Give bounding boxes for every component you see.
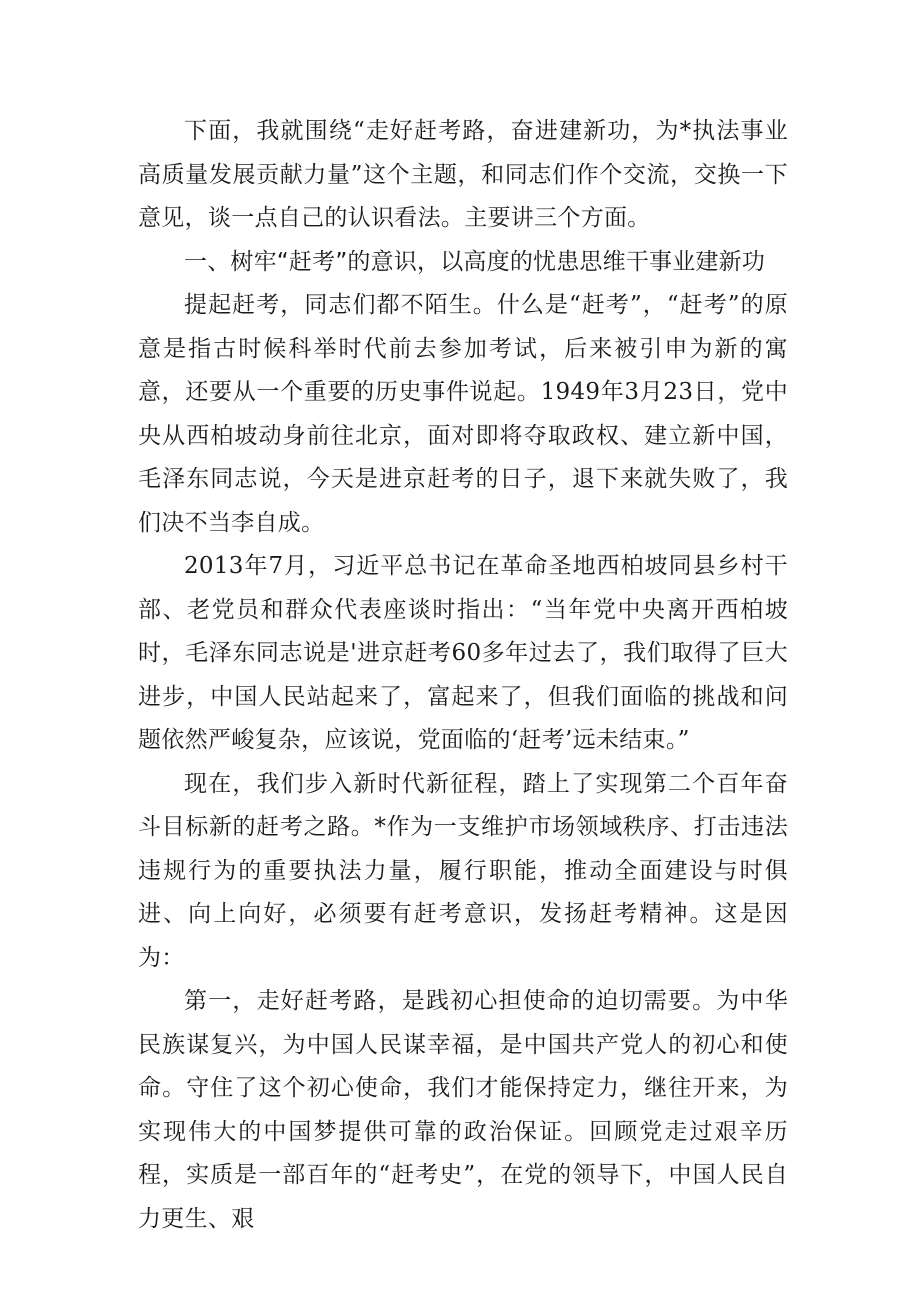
intro-paragraph: 下面，我就围绕“走好赶考路，奋进建新功，为*执法事业高质量发展贡献力量”这个主题，和同志们作个交流，交换一下意见，谈一点自己的认识看法。主要讲三个方面。 [138,118,788,231]
section-heading-1: 一、树牢“赶考”的意识，以高度的忧患思维干事业建新功 [184,248,766,275]
body-paragraph-3: 现在，我们步入新时代新征程，踏上了实现第二个百年奋斗目标新的赶考之路。*作为一支维护市场领域秩序、打击违法违规行为的重要执法力量，履行职能，推动全面建设与时俱进、向上向好，必须要有赶考意识，发扬赶考精神。这是因为： [138,770,788,971]
body-paragraph-2: 2013年7月，习近平总书记在革命圣地西柏坡同县乡村干部、老党员和群众代表座谈时指出：“当年党中央离开西柏坡时，毛泽东同志说是'进京赶考60多年过去了，我们取得了巨大进步，中国人民站起来了，富起来了，但我们面临的挑战和问题依然严峻复杂，应该说，党面临的‘赶考’远未结束。” [138,553,788,753]
body-paragraph-1: 提起赶考，同志们都不陌生。什么是“赶考”，“赶考”的原意是指古时候科举时代前去参加考试，后来被引申为新的寓意，还要从一个重要的历史事件说起。1949年3月23日，党中央从西柏坡动身前往北京，面对即将夺取政权、建立新中国，毛泽东同志说，今天是进京赶考的日子，退下来就失败了，我们决不当李自成。 [138,292,788,536]
document-body [138,110,788,1241]
body-paragraph-4: 第一，走好赶考路，是践初心担使命的迫切需要。为中华民族谋复兴，为中国人民谋幸福，是中国共产党人的初心和使命。守住了这个初心使命，我们才能保持定力，继往开来，为实现伟大的中国梦提供可靠的政治保证。回顾党走过艰辛历程，实质是一部百年的“赶考史”，在党的领导下，中国人民自力更生、艰 [138,988,788,1232]
